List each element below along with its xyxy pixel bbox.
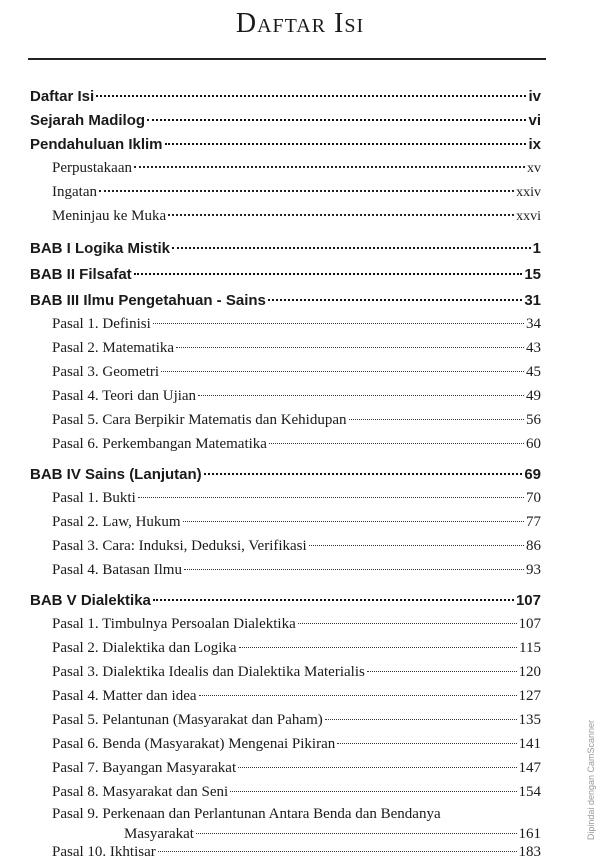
toc-entry[interactable] bbox=[30, 292, 541, 309]
toc-label: Pasal 2. Dialektika dan Logika bbox=[52, 640, 237, 656]
toc-page: iv bbox=[528, 88, 541, 105]
toc-label: Pasal 2. Matematika bbox=[52, 340, 175, 356]
toc-page: 135 bbox=[518, 712, 541, 728]
toc-entry[interactable] bbox=[30, 784, 541, 801]
toc-page: 77 bbox=[526, 514, 541, 530]
toc-entry[interactable] bbox=[30, 736, 541, 753]
toc-label: BAB III Ilmu Pengetahuan - Sains bbox=[30, 292, 266, 309]
toc-page: 49 bbox=[526, 388, 541, 404]
scanner-watermark: Dipindai dengan CamScanner bbox=[586, 719, 596, 840]
toc-page: 43 bbox=[526, 340, 541, 356]
toc-entry[interactable] bbox=[30, 538, 541, 555]
toc-page: 141 bbox=[518, 736, 541, 752]
title-rule bbox=[28, 58, 546, 60]
toc-label: BAB I Logika Mistik bbox=[30, 240, 171, 257]
toc-entry[interactable] bbox=[30, 688, 541, 705]
toc-entry[interactable] bbox=[30, 136, 541, 153]
toc-page: 93 bbox=[526, 562, 541, 578]
toc-label: Pasal 6. Benda (Masyarakat) Mengenai Pikiran bbox=[52, 736, 336, 752]
toc-entry[interactable] bbox=[30, 760, 541, 777]
toc-entry[interactable] bbox=[30, 88, 541, 105]
toc-page: 161 bbox=[518, 826, 541, 842]
toc-entry[interactable] bbox=[30, 340, 541, 357]
toc-label: Pasal 4. Batasan Ilmu bbox=[52, 562, 182, 578]
toc-label: Ingatan bbox=[52, 184, 97, 200]
toc-entry[interactable] bbox=[30, 640, 541, 657]
toc-entry[interactable] bbox=[30, 266, 541, 283]
toc-page: 120 bbox=[518, 664, 541, 680]
toc-page: ix bbox=[528, 136, 541, 153]
toc-page: vi bbox=[528, 112, 541, 129]
toc-page: 34 bbox=[526, 316, 541, 332]
toc-entry[interactable] bbox=[30, 160, 541, 177]
toc-label: Sejarah Madilog bbox=[30, 112, 146, 129]
toc-page: 15 bbox=[524, 266, 541, 283]
toc-entry[interactable] bbox=[30, 316, 541, 333]
toc-label: Pasal 2. Law, Hukum bbox=[52, 514, 181, 530]
toc-label: Pasal 1. Definisi bbox=[52, 316, 151, 332]
toc-page: 31 bbox=[524, 292, 541, 309]
toc-label: BAB V Dialektika bbox=[30, 592, 151, 609]
toc-page: 115 bbox=[519, 640, 541, 656]
toc-label: Pasal 3. Dialektika Idealis dan Dialektika Materialis bbox=[52, 664, 365, 680]
toc-page: 107 bbox=[518, 616, 541, 632]
toc-entry[interactable] bbox=[30, 806, 541, 823]
toc-page: 147 bbox=[518, 760, 541, 776]
toc-entry[interactable] bbox=[30, 364, 541, 381]
toc-page: 1 bbox=[532, 240, 541, 257]
toc-label: BAB II Filsafat bbox=[30, 266, 132, 283]
toc-page: xxvi bbox=[516, 209, 541, 224]
toc-label: Pasal 4. Teori dan Ujian bbox=[52, 388, 197, 404]
toc-page: 183 bbox=[518, 844, 541, 860]
toc-label: Pasal 5. Cara Berpikir Matematis dan Kehidupan bbox=[52, 412, 347, 428]
toc-label: BAB IV Sains (Lanjutan) bbox=[30, 466, 202, 483]
toc-page: 70 bbox=[526, 490, 541, 506]
toc-page: xv bbox=[527, 161, 541, 176]
toc-entry[interactable] bbox=[30, 592, 541, 609]
toc-page: 60 bbox=[526, 436, 541, 452]
toc-label: Pasal 9. Perkenaan dan Perlantunan Antara Benda dan Bendanya bbox=[52, 806, 441, 822]
toc-entry[interactable] bbox=[30, 490, 541, 507]
toc-label: Pasal 6. Perkembangan Matematika bbox=[52, 436, 267, 452]
toc-label: Pasal 10. Ikhtisar bbox=[52, 844, 156, 860]
toc-entry[interactable] bbox=[30, 712, 541, 729]
toc-label: Daftar Isi bbox=[30, 88, 95, 105]
toc-entry[interactable] bbox=[30, 388, 541, 405]
toc-entry[interactable] bbox=[30, 184, 541, 201]
toc-label: Pasal 1. Timbulnya Persoalan Dialektika bbox=[52, 616, 296, 632]
toc-label: Meninjau ke Muka bbox=[52, 208, 167, 224]
toc-label: Pasal 3. Cara: Induksi, Deduksi, Verifikasi bbox=[52, 538, 307, 554]
toc-page: 45 bbox=[526, 364, 541, 380]
toc-page: 56 bbox=[526, 412, 541, 428]
toc-entry[interactable] bbox=[30, 616, 541, 633]
toc-label: Pasal 1. Bukti bbox=[52, 490, 136, 506]
toc-page: 69 bbox=[524, 466, 541, 483]
toc-entry[interactable] bbox=[30, 664, 541, 681]
toc-entry-continuation[interactable] bbox=[124, 826, 541, 843]
toc-entry[interactable] bbox=[30, 112, 541, 129]
toc-page: 127 bbox=[518, 688, 541, 704]
toc-entry[interactable] bbox=[30, 436, 541, 453]
toc-entry[interactable] bbox=[30, 844, 541, 861]
toc-page: 154 bbox=[518, 784, 541, 800]
toc-label: Pasal 4. Matter dan idea bbox=[52, 688, 197, 704]
toc-label: Pasal 7. Bayangan Masyarakat bbox=[52, 760, 237, 776]
toc-label: Pasal 3. Geometri bbox=[52, 364, 160, 380]
toc-page: 86 bbox=[526, 538, 541, 554]
toc-entry[interactable] bbox=[30, 412, 541, 429]
toc-page: xxiv bbox=[516, 185, 541, 200]
toc-label: Pendahuluan Iklim bbox=[30, 136, 163, 153]
toc-entry[interactable] bbox=[30, 208, 541, 225]
toc-label: Pasal 8. Masyarakat dan Seni bbox=[52, 784, 229, 800]
toc-label: Pasal 5. Pelantunan (Masyarakat dan Paham) bbox=[52, 712, 323, 728]
toc-entry[interactable] bbox=[30, 562, 541, 579]
toc-label: Perpustakaan bbox=[52, 160, 132, 176]
toc-entry[interactable] bbox=[30, 240, 541, 257]
toc-entry[interactable] bbox=[30, 514, 541, 531]
toc-entry[interactable] bbox=[30, 466, 541, 483]
toc-page: 107 bbox=[515, 592, 541, 609]
page-title: Daftar Isi bbox=[235, 8, 365, 39]
toc-label: Masyarakat bbox=[124, 826, 194, 842]
